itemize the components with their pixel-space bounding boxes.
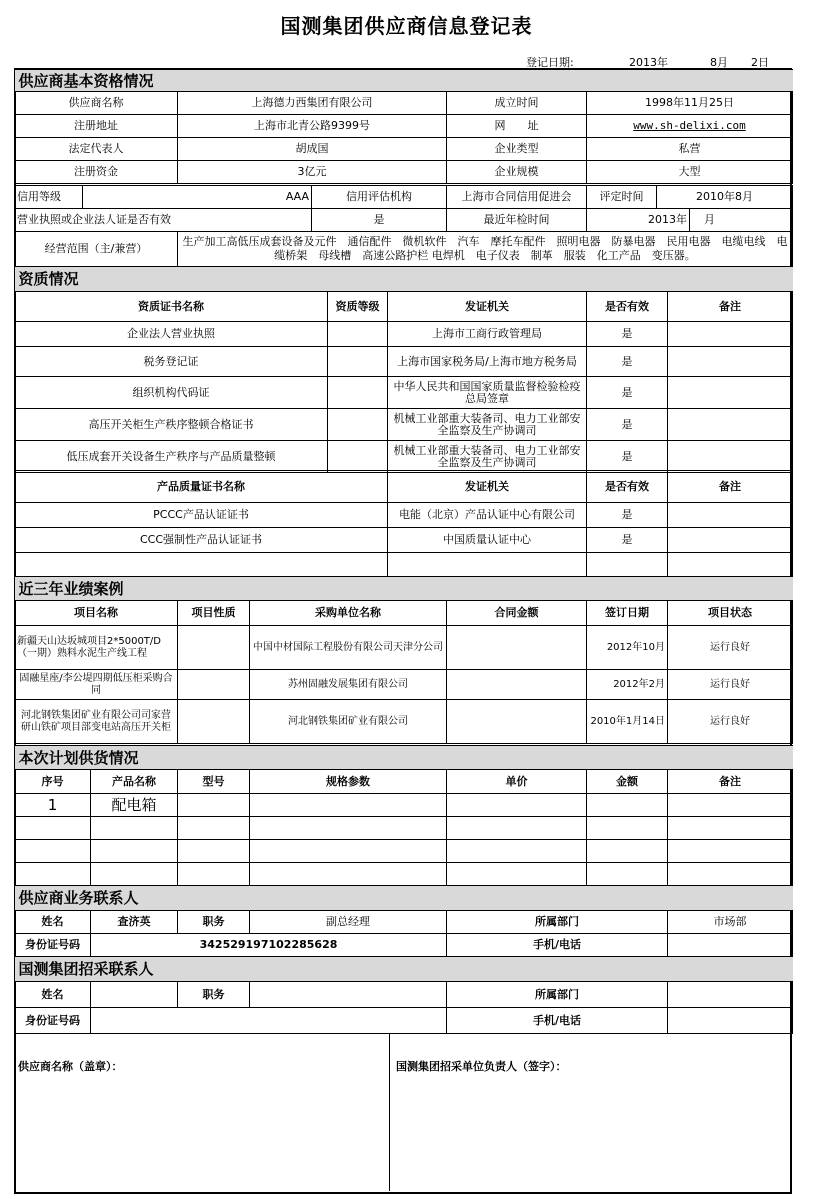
- website-link[interactable]: www.sh-delixi.com: [587, 115, 793, 138]
- perf-status: 运行良好: [668, 700, 793, 744]
- perf-date: 2012年2月: [587, 670, 668, 700]
- label-website: 网 址: [447, 115, 587, 138]
- contact-name-label: 姓名: [15, 911, 91, 934]
- supply-plan-table: [14, 745, 793, 886]
- prod-valid: 是: [587, 528, 668, 553]
- perf-header-status: 项目状态: [668, 601, 793, 626]
- supplier-name: 上海德力西集团有限公司: [178, 92, 447, 115]
- perf-project-name: 新疆天山达坂城项目2*5000T/D（一期）熟料水泥生产线工程: [15, 626, 178, 670]
- company-type: 私营: [587, 138, 793, 161]
- group-contact-table: [14, 956, 793, 1034]
- credit-table: [14, 185, 793, 209]
- plan-header-spec: 规格参数: [250, 770, 447, 794]
- perf-header-date: 签订日期: [587, 601, 668, 626]
- prod-header-valid: 是否有效: [587, 471, 668, 503]
- qual-header-issuer: 发证机关: [388, 292, 587, 322]
- section-basic: 供应商基本资格情况: [15, 70, 793, 92]
- qual-cert-name: 组织机构代码证: [15, 377, 328, 409]
- perf-status: 运行良好: [668, 626, 793, 670]
- basic-info-table: [14, 69, 793, 184]
- license-valid: 是: [312, 209, 447, 232]
- reg-year: 2013年: [629, 56, 668, 69]
- inspect-month: 月: [690, 209, 793, 232]
- contact-dept-label: 所属部门: [447, 911, 668, 934]
- founded-date: 1998年11月25日: [587, 92, 793, 115]
- plan-header-amount: 金额: [587, 770, 668, 794]
- rated-date: 2010年8月: [657, 186, 793, 209]
- qual-header-note: 备注: [668, 292, 793, 322]
- perf-date: 2010年1月14日: [587, 700, 668, 744]
- section-qual: 资质情况: [15, 267, 793, 292]
- credit-level: AAA: [83, 186, 312, 209]
- reg-day: 2日: [751, 56, 769, 69]
- qual-cert-name: 低压成套开关设备生产秩序与产品质量整顿: [15, 441, 328, 473]
- reg-month: 8月: [710, 56, 728, 69]
- prod-issuer: 中国质量认证中心: [388, 528, 587, 553]
- gc-id-label: 身份证号码: [15, 1008, 91, 1034]
- qual-valid: 是: [587, 377, 668, 409]
- address: 上海市北青公路9399号: [178, 115, 447, 138]
- qual-table: [14, 266, 793, 473]
- prod-header-issuer: 发证机关: [388, 471, 587, 503]
- inspect-year: 2013年: [587, 209, 690, 232]
- prod-valid: 是: [587, 503, 668, 528]
- capital: 3亿元: [178, 161, 447, 184]
- group-signature-label: 国测集团招采单位负责人（签字）：: [396, 1060, 567, 1073]
- perf-status: 运行良好: [668, 670, 793, 700]
- label-founded: 成立时间: [447, 92, 587, 115]
- label-inspect: 最近年检时间: [447, 209, 587, 232]
- plan-header-note: 备注: [668, 770, 793, 794]
- contact-dept: 市场部: [668, 911, 793, 934]
- label-address: 注册地址: [15, 115, 178, 138]
- section-supply-plan: 本次计划供货情况: [15, 746, 793, 770]
- label-credit: 信用等级: [15, 186, 83, 209]
- qual-valid: 是: [587, 347, 668, 377]
- supplier-contact-table: [14, 885, 793, 957]
- contact-phone-label: 手机/电话: [447, 934, 668, 957]
- qual-valid: 是: [587, 409, 668, 441]
- label-company-type: 企业类型: [447, 138, 587, 161]
- perf-header-buyer: 采购单位名称: [250, 601, 447, 626]
- qual-issuer: 上海市工商行政管理局: [388, 322, 587, 347]
- business-scope: 生产加工高低压成套设备及元件 通信配件 微机软件 汽车 摩托车配件 照明电器 防暴电器 民用电器 电缆电线 电缆桥架 母线槽 高速公路护栏 电焊机 电子仪表 制革 服装 化工产品 变压器。: [178, 232, 793, 267]
- perf-header-amount: 合同金额: [447, 601, 587, 626]
- qual-cert-name: 税务登记证: [15, 347, 328, 377]
- plan-row-no: 1: [15, 794, 91, 817]
- contact-id-label: 身份证号码: [15, 934, 91, 957]
- contact-name: 查济英: [91, 911, 178, 934]
- qual-cert-name: 企业法人营业执照: [15, 322, 328, 347]
- performance-table: [14, 576, 793, 744]
- section-performance: 近三年业绩案例: [15, 577, 793, 601]
- plan-header-price: 单价: [447, 770, 587, 794]
- qual-cert-name: 高压开关柜生产秩序整顿合格证书: [15, 409, 328, 441]
- perf-date: 2012年10月: [587, 626, 668, 670]
- scope-table: [14, 231, 793, 267]
- agency: 上海市合同信用促进会: [447, 186, 587, 209]
- perf-header-nature: 项目性质: [178, 601, 250, 626]
- perf-buyer: 河北钢铁集团矿业有限公司: [250, 700, 447, 744]
- prod-header-note: 备注: [668, 471, 793, 503]
- plan-row-product: 配电箱: [91, 794, 178, 817]
- section-supplier-contact: 供应商业务联系人: [15, 886, 793, 911]
- prod-cert-name: CCC强制性产品认证证书: [15, 528, 388, 553]
- plan-header-product: 产品名称: [91, 770, 178, 794]
- qual-issuer: 上海市国家税务局/上海市地方税务局: [388, 347, 587, 377]
- prod-cert-name: PCCC产品认证证书: [15, 503, 388, 528]
- qual-valid: 是: [587, 322, 668, 347]
- page-title: 国测集团供应商信息登记表: [280, 14, 533, 38]
- qual-header-valid: 是否有效: [587, 292, 668, 322]
- perf-project-name: 河北钢铁集团矿业有限公司司家营研山铁矿项目部变电站高压开关柜: [15, 700, 178, 744]
- perf-project-name: 固融星座/李公堤四期低压柜采购合同: [15, 670, 178, 700]
- supplier-seal-label: 供应商名称（盖章）：: [18, 1060, 123, 1073]
- contact-title-label: 职务: [178, 911, 250, 934]
- perf-buyer: 中国中材国际工程股份有限公司天津分公司: [250, 626, 447, 670]
- reg-date-label: 登记日期:: [526, 56, 574, 69]
- perf-buyer: 苏州固融发展集团有限公司: [250, 670, 447, 700]
- contact-title: 副总经理: [250, 911, 447, 934]
- gc-name-label: 姓名: [15, 982, 91, 1008]
- qual-header-name: 资质证书名称: [15, 292, 328, 322]
- gc-phone-label: 手机/电话: [447, 1008, 668, 1034]
- qual-issuer: 机械工业部重大装备司、电力工业部安全监察及生产协调司: [388, 441, 587, 473]
- qual-issuer: 机械工业部重大装备司、电力工业部安全监察及生产协调司: [388, 409, 587, 441]
- label-agency: 信用评估机构: [312, 186, 447, 209]
- qual-valid: 是: [587, 441, 668, 473]
- section-group-contact: 国测集团招采联系人: [15, 957, 793, 982]
- perf-header-name: 项目名称: [15, 601, 178, 626]
- plan-header-model: 型号: [178, 770, 250, 794]
- product-cert-table: [14, 470, 793, 577]
- qual-header-level: 资质等级: [328, 292, 388, 322]
- prod-header-name: 产品质量证书名称: [15, 471, 388, 503]
- label-rated: 评定时间: [587, 186, 657, 209]
- prod-issuer: 电能（北京）产品认证中心有限公司: [388, 503, 587, 528]
- qual-issuer: 中华人民共和国国家质量监督检验检疫总局签章: [388, 377, 587, 409]
- label-scope: 经营范围（主/兼营）: [15, 232, 178, 267]
- plan-header-no: 序号: [15, 770, 91, 794]
- gc-dept-label: 所属部门: [447, 982, 668, 1008]
- license-table: [14, 208, 793, 232]
- scale: 大型: [587, 161, 793, 184]
- gc-title-label: 职务: [178, 982, 250, 1008]
- label-scale: 企业规模: [447, 161, 587, 184]
- label-license: 营业执照或企业法人证是否有效: [15, 209, 312, 232]
- label-supplier-name: 供应商名称: [15, 92, 178, 115]
- label-legal-rep: 法定代表人: [15, 138, 178, 161]
- signature-divider: [389, 1033, 390, 1191]
- legal-rep: 胡成国: [178, 138, 447, 161]
- contact-id: 342529197102285628: [91, 934, 447, 957]
- label-capital: 注册资金: [15, 161, 178, 184]
